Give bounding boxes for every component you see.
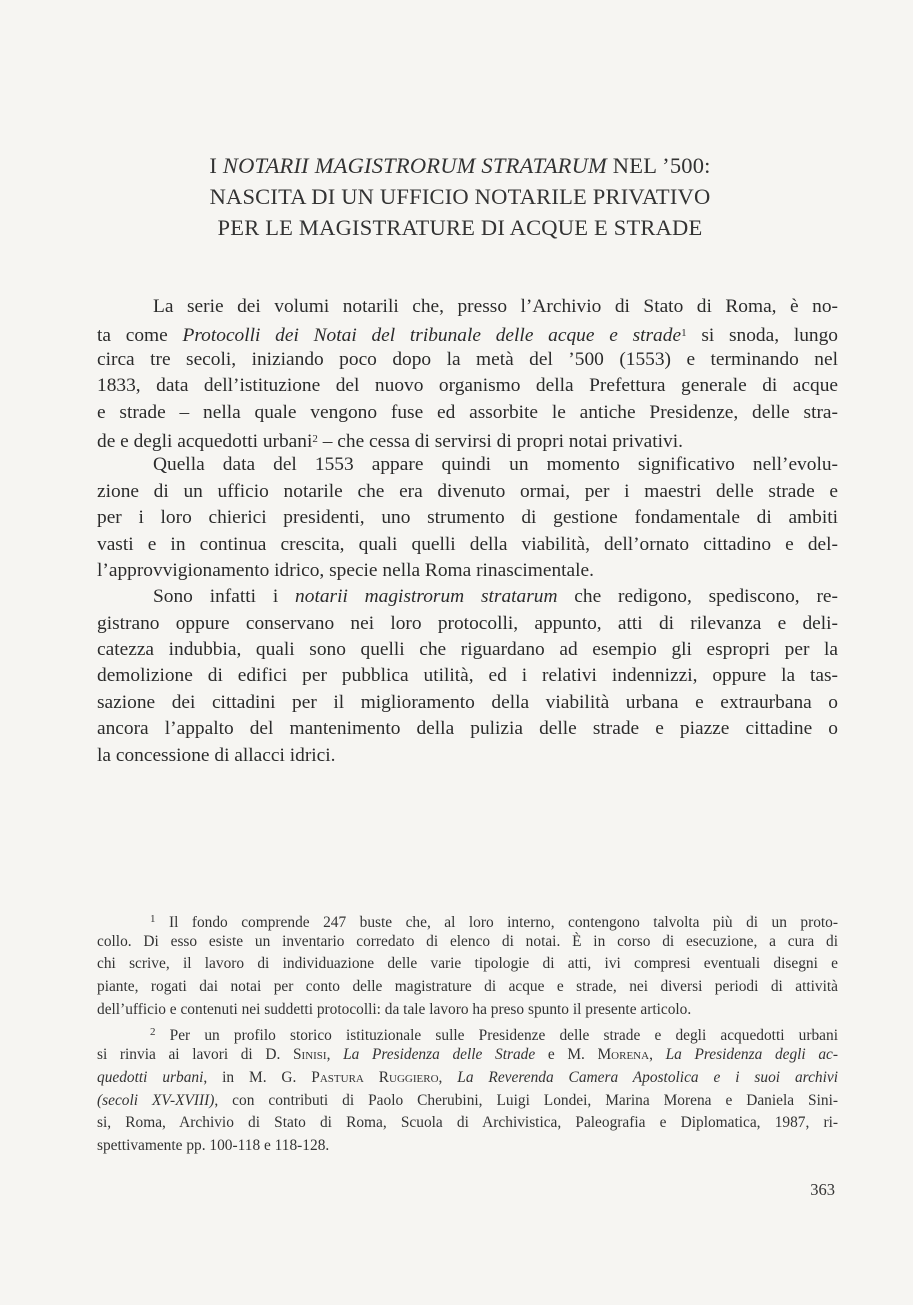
footnotes: [97, 908, 838, 1158]
footnote-line: spettivamente pp. 100-118 e 118-128.: [97, 1136, 330, 1154]
page-number: 363: [810, 1180, 835, 1199]
text-line: de e degli acquedotti urbani$^2$ – che cessa di servirsi di propri notai privativi.: [97, 430, 683, 452]
text-line: La serie dei volumi notarili che, presso l’Archivio di Stato di Roma, è no-: [153, 296, 838, 317]
text-line: per i loro chierici presidenti, uno strumento di gestione fondamentale di ambiti: [97, 507, 838, 529]
text-line: sazione dei cittadini per il miglioramento della viabilità urbana e extraurbana o: [97, 691, 838, 713]
footnote-line: (secoli XV-XVIII), con contributi di Paolo Cherubini, Luigi Londei, Marina Morena e Daniela Sini-: [97, 1091, 838, 1109]
footnote-line: collo. Di esso esiste un inventario corredato di elenco di notai. È in corso di esecuzione, a cura di: [97, 932, 838, 950]
body-text: [97, 294, 838, 769]
text-line: zione di un ufficio notarile che era divenuto ormai, per i maestri delle strade e: [97, 480, 838, 502]
footnote-line: chi scrive, il lavoro di individuazione delle varie tipologie di atti, ivi compresi eventuali disegni e: [97, 955, 838, 973]
paragraph-1: [97, 294, 838, 452]
text-line: e strade – nella quale vengono fuse ed assorbite le antiche Presidenze, delle stra-: [97, 401, 838, 423]
text-line: la concessione di allacci idrici.: [97, 744, 336, 766]
paragraph-2: [97, 452, 838, 584]
text-line: Sono infatti i notarii magistrorum stratarum che redigono, spediscono, re-: [153, 586, 838, 608]
paragraph-3: [97, 584, 838, 769]
footnote-line: $^2$ Per un profilo storico istituzionale sulle Presidenze delle strade e degli acquedotti urbani: [150, 1026, 838, 1045]
footnote-line: quedotti urbani, in M. G. Pastura Ruggiero, La Reverenda Camera Apostolica e i suoi archivi: [97, 1068, 838, 1086]
footnote-1: [97, 908, 838, 1021]
footnote-line: si, Roma, Archivio di Stato di Roma, Scuola di Archivistica, Paleografia e Diplomatica, 1987, ri-: [97, 1114, 838, 1132]
text-line: Quella data del 1553 appare quindi un momento significativo nell’evolu-: [153, 454, 838, 476]
footnote-ref-1: 1: [681, 327, 687, 340]
footnote-2: [97, 1021, 838, 1157]
footnote-line: si rinvia ai lavori di D. Sinisi, La Presidenza delle Strade e M. Morena, La Presidenza degli ac-: [97, 1046, 839, 1064]
article-title: [110, 150, 810, 243]
text-line: demolizione di edifici per pubblica utilità, ed i relativi indennizzi, oppure la tas-: [97, 665, 838, 687]
text-line: vasti e in continua crescita, quali quelli della viabilità, dell’ornato cittadino e del-: [97, 533, 838, 555]
text-line: ancora l’appalto del mantenimento della pulizia delle strade e piazze cittadine o: [97, 718, 838, 740]
text-line: circa tre secoli, iniziando poco dopo la metà del ’500 (1553) e terminando nel: [97, 348, 838, 370]
title-line-1: I NOTARII MAGISTRORUM STRATARUM NEL ’500:: [209, 153, 711, 178]
text-line: catezza indubbia, quali sono quelli che riguardano ad esempio gli espropri per la: [97, 639, 838, 661]
text-line: gistrano oppure conservano nei loro protocolli, appunto, atti di rilevanza e deli-: [97, 612, 838, 634]
footnote-line: piante, rogati dai notai per conto delle magistrature di acque e strade, nei diversi periodi di attività: [97, 978, 838, 996]
title-line-3: PER LE MAGISTRATURE DI ACQUE E STRADE: [217, 215, 703, 240]
title-line-2: NASCITA DI UN UFFICIO NOTARILE PRIVATIVO: [209, 184, 711, 209]
footnote-ref-2: 2: [312, 432, 318, 445]
text-line: ta come Protocolli dei Notai del tribunale delle acque e strade$^1$ si snoda, lungo: [97, 325, 839, 347]
footnote-line: $^1$ Il fondo comprende 247 buste che, al loro interno, contengono talvolta più di un proto-: [150, 913, 838, 931]
text-line: l’approvvigionamento idrico, specie nella Roma rinascimentale.: [97, 559, 594, 581]
footnote-line: dell’ufficio e contenuti nei suddetti protocolli: da tale lavoro ha preso spunto il presente articolo.: [97, 1000, 692, 1018]
text-line: 1833, data dell’istituzione del nuovo organismo della Prefettura generale di acque: [97, 375, 838, 397]
